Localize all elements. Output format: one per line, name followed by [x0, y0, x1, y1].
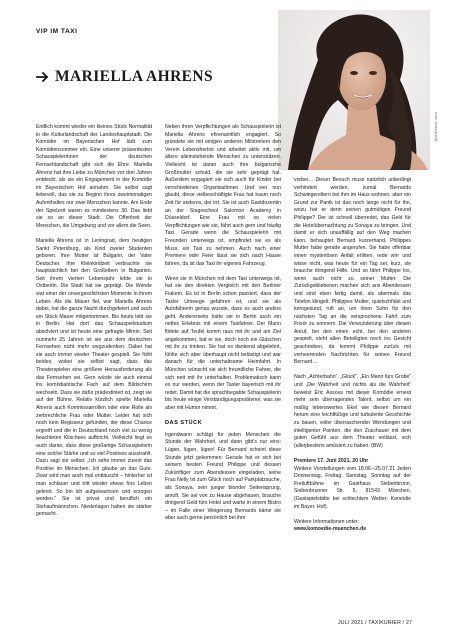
- photo-credit: @wiedeck.com: [433, 112, 438, 142]
- paragraph: vorbei… Dieser Besuch muss natürlich unbedingt verhindert werden, zumal Bernards Schwiegereltern bei ihm im Haus wohnen, aber ein Grund zur Panik ist das noch lange nicht für ihn, wozu hat er denn seinen gutmütigen Freund Philippe? Der ist schnell überredet, das Geld für die Hotelübernachtung zu Sonaya zu bringen. Und damit er sich unauffällig auf den Weg machen kann, behauptet Bernard kurzerhand, Philippes Mutter habe gerade angerufen. Sie habe offenbar einen mysteriösen Anfall erlitten, rede wirr und wisse nicht, was heute für ein Tag sei, kurz, sie brauche dringend Hilfe. Und so fährt Philippe los, wenn auch nicht zu seiner Mutter. Die Zurückgebliebenen machen sich ans Abendessen und sind eben fertig damit, als abermals das Telefon klingelt: Philippes Mutter, quietschfidel und kerngesund, ruft an, um ihren Sohn für den nächsten Tag an die versprochene Fahrt zum Frisör zu erinnern. Die Verwunderung über diesen Anruf, bei den einen echt, bei den anderen gespielt, steht allen Beteiligten noch ins Gesicht geschrieben, da kommt Philippe zurück mit verheerenden Nachrichten für seinen Freund Bernard…: [294, 177, 411, 366]
- column-3: [294, 177, 411, 534]
- title-row: [36, 66, 213, 88]
- article-title: MARIELLA AHRENS: [55, 68, 214, 85]
- page-footer: JULI 2021 / TAXIKURIER / 27: [338, 620, 413, 626]
- premiere-details: Weitere Vorstellungen vom 18.06.–25.07.21 Jeden Donnerstag, Freitag, Samstag, Sonntag auf der Freiluftbühne im Gasthaus Siebenbrunn, Siebenbrunner Str. 5, 81543 München. (Gastspielstätte bei schlechtem Wetter: Komödie im Bayer. Hof).: [294, 465, 411, 510]
- paragraph: Mariella Ahrens ist in Leningrad, dem heutigen Sankt Petersburg, als Kind zweier Studenten geboren. Ihre Mutter ist Bulgarin, der Vater Deutscher. Ihre Kleinkindzeit verbrachte sie hauptsächlich bei den Großeltern in Bulgarien. Seit ihrem vierten Lebensjahr lebte sie in Ostberlin. Die Stadt hat sie geprägt. Die Wende war einer der unvergesslichsten Momente in ihrem Leben. Als die Mauer fiel, war Mariella Ahrens dabei, hat die ganze Nacht durchgefeiert und auch ein Stück Mauer mitgenommen. Bis heute lebt sie in Berlin. Hat dort das Schauspielstudium absolviert und ist heute eine gefragte Mimin. Seit nunmehr 25 Jahren ist sie aus dem deutschen Fernsehen nicht mehr wegzudenken. Dabei hat sie auch immer wieder Theater gespielt. Sie fühlt beides, wobei sie selbst sagt, dass das Theaterspielen eine größere Herausforderung als das Fernsehen sei. Gern würde sie auch einmal ins komödiantische Fach auf dem Bildschirm wechseln. Dass sie dafür prädestiniert ist, zeigt sie auf der Bühne. Relativ kürzlich spielte Mariella Ahrens auch Kommissarrollen oder eine Rolle als zerbrechliche Frau oder Mutter. Leider hat sich noch kein Regisseur gefunden, der diese Chance ergreift und die in Deutschland noch viel zu wenig beachteten Klischees aufbricht. Vielleicht liegt es auch daran, dass diese großartige Schauspielerin eine solche Stärke und so viel Positives ausstrahlt. Dazu sagt sie selbst: „Ich sehe immer zuerst das Positive im Menschen. Ich glaube an das Gute. Zwar wird man auch mal enttäuscht – hinterher ist man schlauer und tritt wieder etwas fürs Leben gelernt. So bin ich aufgewachsen und erzogen worden.“ Sie ist privat und beruflich ein Stehaufmännchen. Niederlagen haben sie stärker gemacht.: [36, 237, 152, 518]
- premiere-date: Premiere 17. Juni 2021, 20 Uhr: [294, 457, 369, 464]
- paragraph: Nach „Achterbahn“, „Glück“, „Ein Mann fürs Grobe“ und „Die Wahrheit und nichts als die Wahrheit“ beweist Éric Assous mit dieser Komödie erneut mehr sein überragendes Talent, selbst um ein mäßig lebenswertes Ekel wie diesen Bernard herum eine leichtfüßige und turbulente Geschichte zu bauen, voller überraschender Wendungen und intelligenter Pointen, die den Zuschauer mit dem guten Gefühl aus dem Theater entlässt, sich (allerjbestens amüsiert zu haben. (BW): [294, 374, 411, 449]
- paragraph: Wenn sie in München mit dem Taxi unterwegs ist, hat sie den direkten Vergleich mit den Berliner Fiakern. Es ist in Berlin schon passiert, dass der Taxler Umwege gefahren ist, und sie als Autofahrerin genau wusste, dass es auch anders geht. Andererseits hatte sie in Berlin auch ein nettes Erlebnis mit einem Taxifahrer. Der Mann flirtete auf Teufel komm raus mit ihr und am Ziel angekommen, bat er sie, doch noch ein Gläschen mit ihr zu trinken. Sie hat es dankend abgelehnt, fühlte sich aber überhaupt nicht belästigt und war danach für die unterhaltsame Heimfahrt. In München wünscht sie sich freundliche Fahrer, die sich nett mit ihr unterhalten. Problematisch kann es nur werden, wenn der Taxler bayerisch mit ihr redet. Damit hat die sprachbegabte Schauspielerin bis heute einige Verständigungsprobleme, was sie aber mit Humor nimmt.: [165, 275, 281, 411]
- arrow-right-icon: [36, 70, 50, 84]
- paragraph: Neben ihren Verpflichtungen als Schauspielerin ist Mariella Ahrens ehrenamtlich engagiert. So gründete sie mit einigen anderen Mitstreitern den Verein Lebensherbst und arbeitet aktiv mit, um ältere alleinstehende Menschen zu unterstützen. Vielleicht ist daran auch ihre bulgarische Großmutter schuld, die sie sehr geprägt hat. Außerdem engagiert sie sich auch für Kinder bei verschiedenen Organisationen. Und wer nun glaubt, diese vielbeschäftigte Frau hat kaum noch Zeit für anderes, der irrt. Sie ist auch Gastdozentin an der Stageschool Salomon Academy in Düsseldorf. Eine Frau mit so vielen Verpflichtungen wie sie, fährt auch gern und häufig Taxi. Gerade wenn die Schauspielerin mit Freunden unterwegs ist, empfindet sie es als Muss, ein Taxi zu nehmen. Auch nach einer Premiere oder Feier lässt sie sich nach Hause fahren, da ist das Taxi ihr eigenes Fahrzeug.: [165, 124, 281, 267]
- column-2: [165, 124, 281, 530]
- section-label: VIP IM TAXI: [36, 28, 78, 35]
- info-text: Weitere Informationen unter:: [294, 518, 360, 525]
- paragraph: Irgendwann schlägt für jeden Menschen die Stunde der Wahrheit, und dann gibt's nur eins: Lügen, lügen, lügen! Für Bernard scheint diese Stunde jetzt gekommen: Gerade hat er sich bei seinem besten Freund Philippe und dessen Zukünftiger zum Abendessen eingeladen, seine Frau Nelly ist zum Glück noch auf Parkplatzsuche, als Sonaya, sein junger blonder Seitensprung, anruft. Sie sei von zu Hause abgehauen, brauche dringend Geld fürs Hotel und warte in einem Bistro – im Falle einer Weigerung Bernards käme sie aber auch gerne persönlich bei ihm: [165, 431, 281, 522]
- subheading-das-stueck: DAS STÜCK: [165, 420, 203, 427]
- portrait-photo: [278, 10, 430, 170]
- paragraph: Endlich kommt wieder ein kleines Stück Normalität in die Kulturlandschaft der Landeshauptstadt. Die Komödie im Bayerischen Hof lädt zum Komödiensommer ein. Eine unserer präsentesten Schauspielerinnen der deutschen Fernsehlandschaft gibt sich die Ehre. Mariella Ahrens hat ihre Liebe zu München vor drei Jahren entdeckt, als sie ein Engagement in der Komödie im Bayerischen Hof annahm. Sie selbst sagt liebevoll, das sie zu Beginn ihres zweimonatigen Aufenthaltes nur zwei Menschen kannte. Am Ende der Spielzeit waren es mindestens 30. Das liebt sie so an dieser Stadt. Die Offenheit der Menschen, die Umgebung und vor allem die Seen.: [36, 124, 152, 229]
- website-link[interactable]: www.komoedie-muenchen.de: [294, 526, 367, 533]
- column-1: [36, 124, 152, 526]
